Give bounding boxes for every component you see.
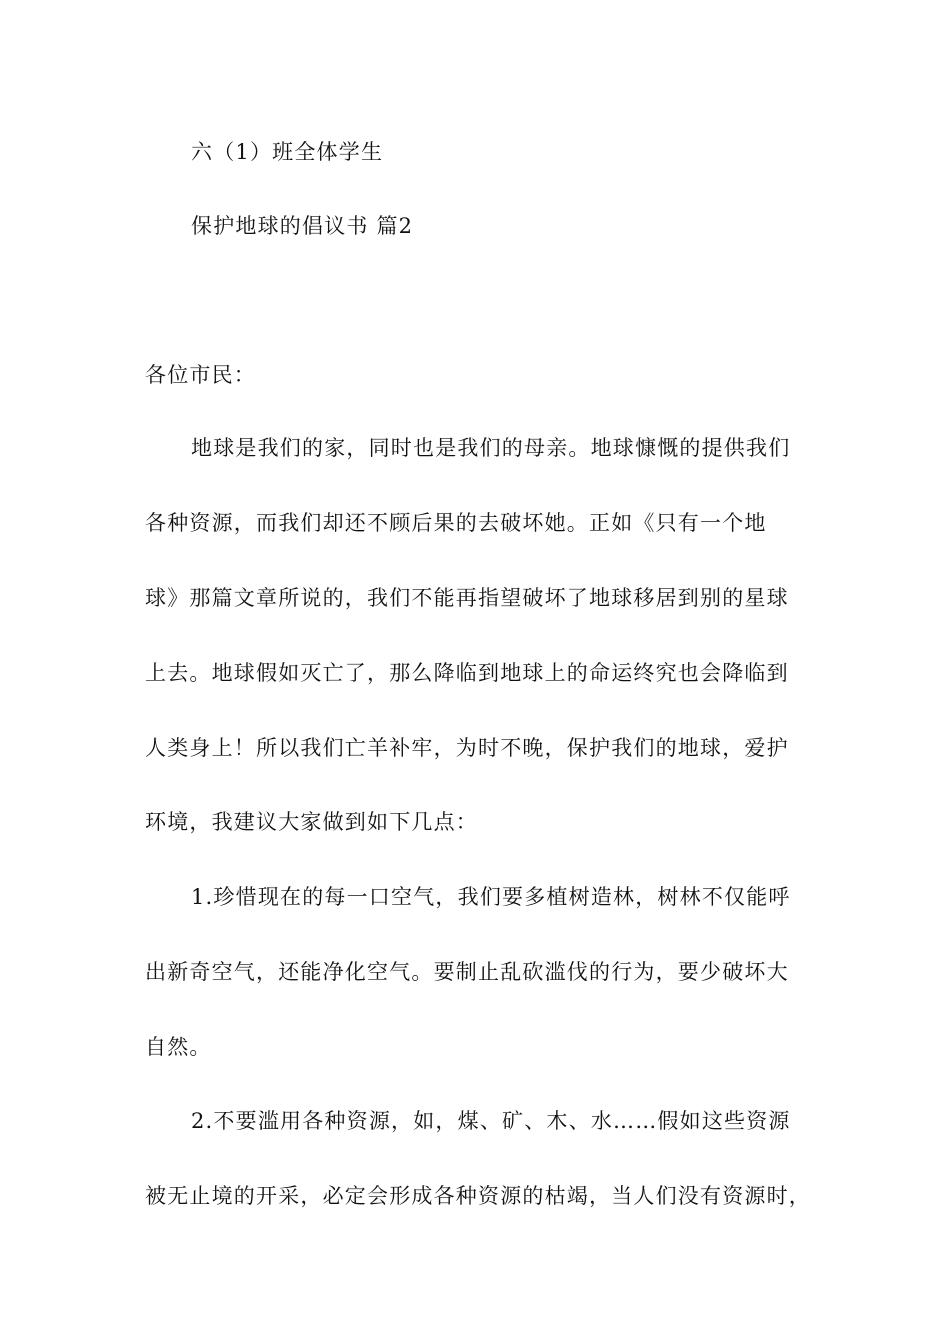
paragraph-line: 各种资源，而我们却还不顾后果的去破坏她。正如《只有一个地 — [145, 511, 767, 535]
list-item-line: 出新奇空气，还能净化空气。要制止乱砍滥伐的行为，要少破坏大 — [145, 960, 789, 984]
paragraph-line: 上去。地球假如灭亡了，那么降临到地球上的命运终究也会降临到 — [145, 661, 789, 685]
signature-line: 六（1）班全体学生 — [191, 140, 384, 164]
section-title: 保护地球的倡议书 篇2 — [191, 214, 414, 238]
paragraph-line: 球》那篇文章所说的，我们不能再指望破坏了地球移居到别的星球 — [145, 586, 789, 610]
paragraph-line: 环境，我建议大家做到如下几点： — [145, 810, 478, 834]
list-item-line: 自然。 — [145, 1035, 212, 1059]
list-item-line: 2.不要滥用各种资源，如，煤、矿、木、水……假如这些资源 — [191, 1109, 791, 1133]
paragraph-line: 人类身上！所以我们亡羊补牢，为时不晚，保护我们的地球，爱护 — [145, 736, 789, 760]
list-item-line: 1.珍惜现在的每一口空气，我们要多植树造林，树林不仅能呼 — [191, 885, 791, 909]
salutation: 各位市民： — [145, 363, 256, 387]
paragraph-line: 地球是我们的家，同时也是我们的母亲。地球慷慨的提供我们 — [191, 436, 791, 460]
list-item-line: 被无止境的开采，必定会形成各种资源的枯竭，当人们没有资源时， — [145, 1184, 811, 1208]
